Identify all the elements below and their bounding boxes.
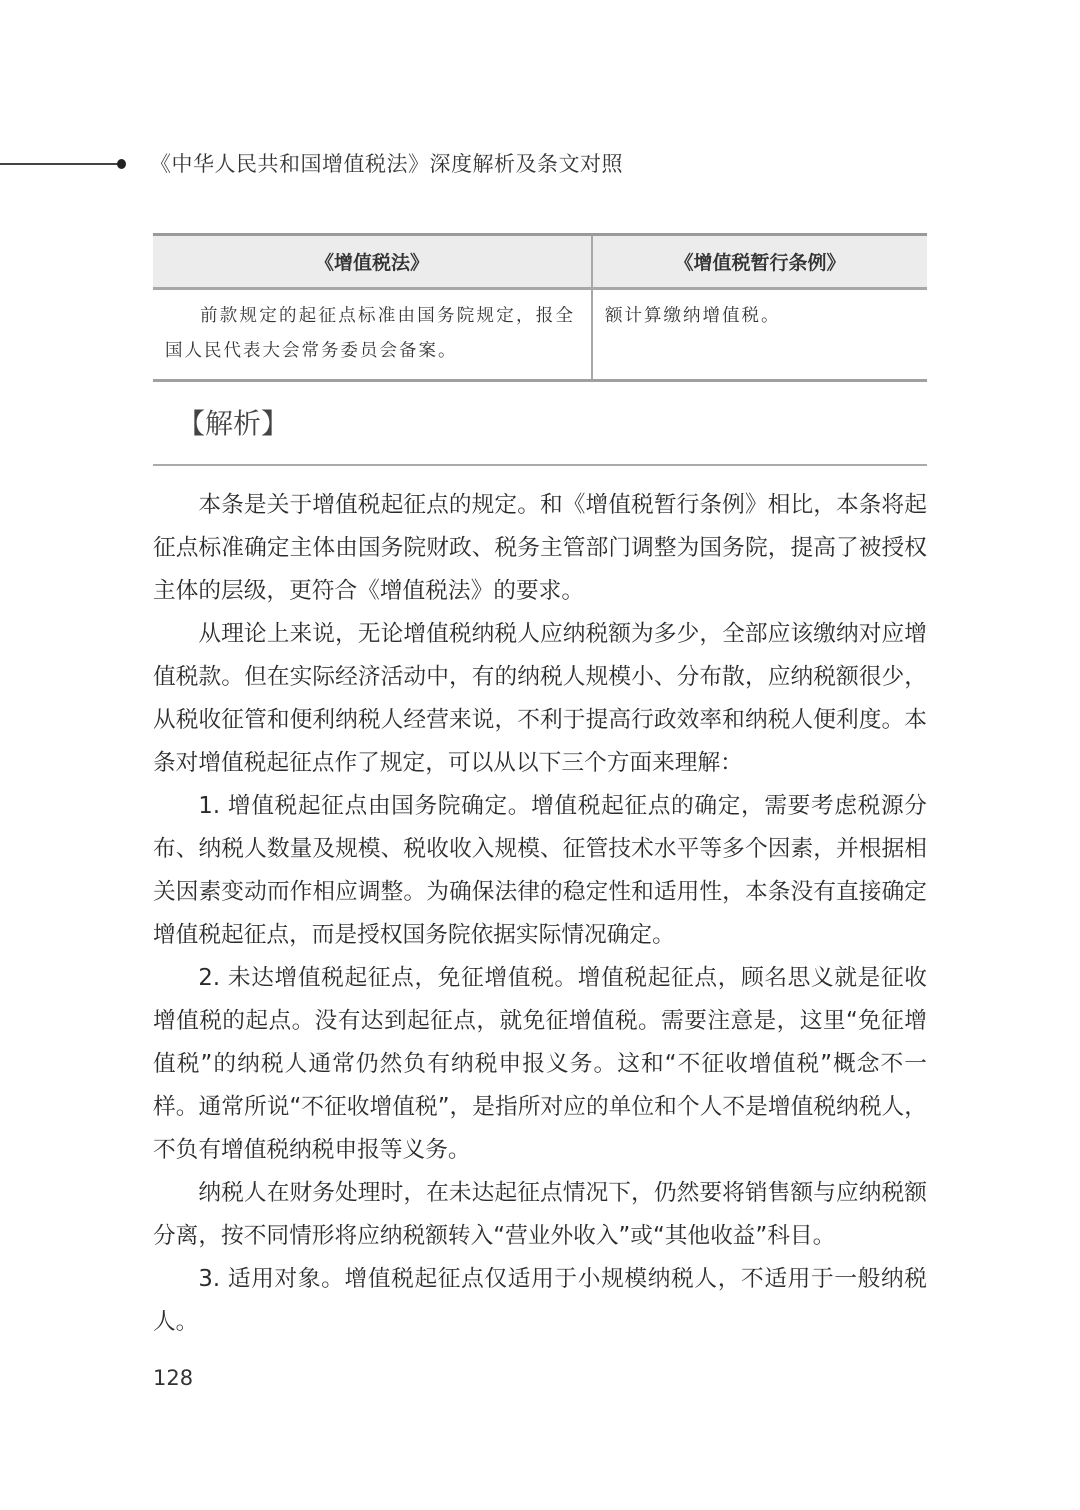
section-divider bbox=[153, 464, 927, 466]
paragraph: 3. 适用对象。增值税起征点仅适用于小规模纳税人，不适用于一般纳税人。 bbox=[153, 1266, 927, 1335]
table-header-law: 《增值税法》 bbox=[153, 235, 592, 289]
table-cell-law: 前款规定的起征点标准由国务院规定，报全国人民代表大会常务委员会备案。 bbox=[153, 289, 592, 381]
paragraph: 本条是关于增值税起征点的规定。和《增值税暂行条例》相比，本条将起征点标准确定主体由国务院财政、税务主管部门调整为国务院，提高了被授权主体的层级，更符合《增值税法》的要求。 bbox=[153, 492, 927, 604]
paragraph: 纳税人在财务处理时，在未达起征点情况下，仍然要将销售额与应纳税额分离，按不同情形将应纳税额转入“营业外收入”或“其他收益”科目。 bbox=[153, 1180, 927, 1249]
paragraph: 2. 未达增值税起征点，免征增值税。增值税起征点，顾名思义就是征收增值税的起点。没有达到起征点，就免征增值税。需要注意是，这里“免征增值税”的纳税人通常仍然负有纳税申报义务。这和“不征收增值税”概念不一样。通常所说“不征收增值税”，是指所对应的单位和个人不是增值税纳税人，不负有增值税纳税申报等义务。 bbox=[153, 965, 927, 1163]
section-title: 【解析】 bbox=[177, 407, 290, 440]
page-number: 128 bbox=[153, 1366, 194, 1390]
body-text bbox=[153, 484, 927, 1344]
paragraph: 1. 增值税起征点由国务院确定。增值税起征点的确定，需要考虑税源分布、纳税人数量及规模、税收收入规模、征管技术水平等多个因素，并根据相关因素变动而作相应调整。为确保法律的稳定性和适用性，本条没有直接确定增值税起征点，而是授权国务院依据实际情况确定。 bbox=[153, 793, 927, 948]
comparison-table bbox=[153, 233, 927, 382]
header-bullet bbox=[117, 159, 126, 169]
table-cell-regulation: 额计算缴纳增值税。 bbox=[592, 289, 927, 381]
header-rule bbox=[0, 163, 118, 165]
paragraph: 从理论上来说，无论增值税纳税人应纳税额为多少，全部应该缴纳对应增值税款。但在实际经济活动中，有的纳税人规模小、分布散，应纳税额很少，从税收征管和便利纳税人经营来说，不利于提高行政效率和纳税人便利度。本条对增值税起征点作了规定，可以从以下三个方面来理解： bbox=[153, 621, 927, 776]
running-head: 《中华人民共和国增值税法》深度解析及条文对照 bbox=[150, 152, 623, 176]
table-row bbox=[153, 289, 927, 381]
table-header-regulation: 《增值税暂行条例》 bbox=[592, 235, 927, 289]
